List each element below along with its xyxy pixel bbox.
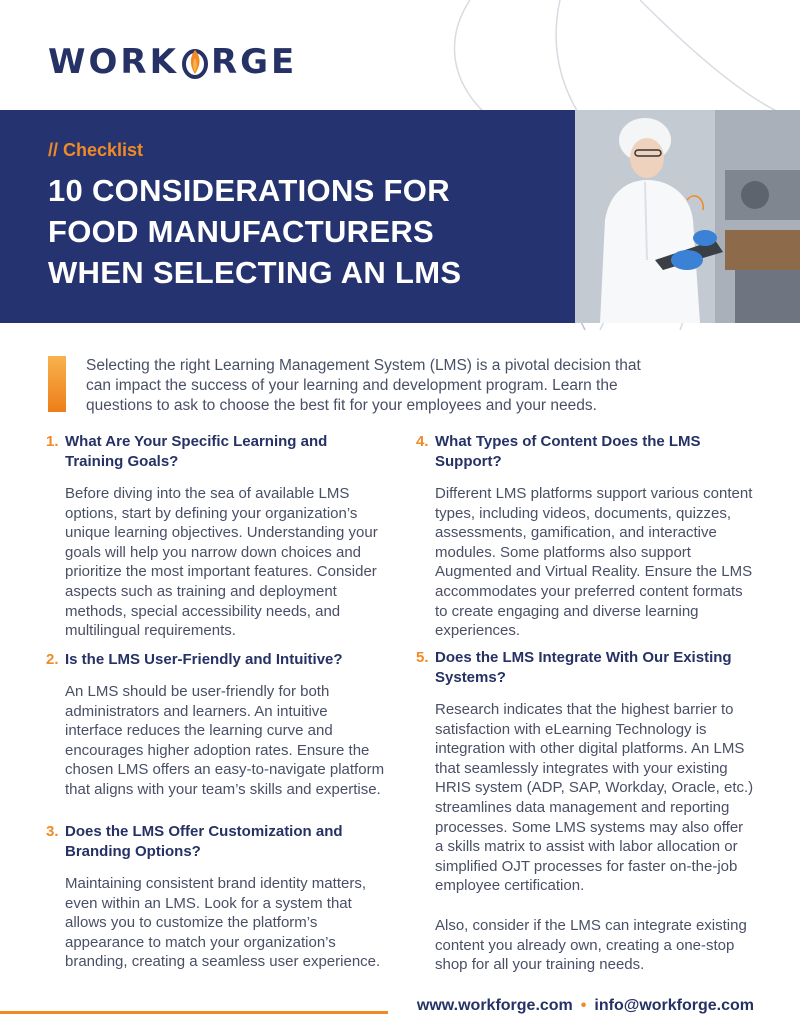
- item-body: Before diving into the sea of available LMS options, start by defining your organization’s unique learning objectives. Understanding your goals will help you narrow down choices and prioritize the most important features. Consider aspects such as training and deployment methods, special accessibility needs, and multilingual requirements.: [65, 485, 378, 640]
- checklist-item-2: [46, 650, 386, 800]
- logo-text-rge: RGE: [210, 42, 298, 82]
- flame-logo-icon: [181, 44, 209, 80]
- checklist-kicker: // Checklist: [48, 140, 144, 160]
- intro-paragraph: Selecting the right Learning Management System (LMS) is a pivotal decision that can impact the success of your learning and development program. Learn the questions to ask to choose the best fit for your employees and your needs.: [86, 357, 641, 414]
- checklist-item-1: [46, 432, 386, 641]
- item-body-continued: Also, consider if the LMS can integrate existing content you already own, creating a one-stop shop for all your training needs.: [435, 916, 747, 974]
- footer-contact: [417, 997, 754, 1015]
- item-number: 4.: [416, 433, 429, 450]
- footer-separator: •: [580, 997, 587, 1014]
- email-link[interactable]: info@workforge.com: [594, 997, 754, 1014]
- checklist-item-4: [416, 432, 756, 641]
- checklist-item-5: [416, 648, 756, 975]
- title-line: FOOD MANUFACTURERS: [48, 214, 434, 249]
- title-line: WHEN SELECTING AN LMS: [48, 255, 462, 290]
- logo-text-work: WORK: [48, 42, 179, 82]
- footer-accent-line: [0, 1011, 388, 1014]
- item-body: Maintaining consistent brand identity matters, even within an LMS. Look for a system that allows you to customize the platform’s appearance to match your organization’s branding, creating a seamless user experience.: [65, 875, 381, 971]
- website-link[interactable]: www.workforge.com: [416, 997, 573, 1014]
- item-heading: Does the LMS Integrate With Our Existing Systems?: [435, 649, 732, 686]
- item-heading: Is the LMS User-Friendly and Intuitive?: [65, 651, 343, 668]
- page-title: [48, 170, 568, 293]
- intro-accent-bar: [48, 356, 66, 412]
- checklist-item-3: [46, 822, 386, 972]
- item-number: 2.: [46, 651, 59, 668]
- item-body: An LMS should be user-friendly for both administrators and learners. An intuitive interface reduces the learning curve and encourages higher adoption rates. Ensure the chosen LMS offers an easy-to-navigate platform that aligns with your team’s skills and expertise.: [65, 683, 385, 798]
- food-worker-photo: [575, 110, 800, 323]
- item-heading: What Types of Content Does the LMS Support?: [435, 433, 701, 470]
- item-heading: Does the LMS Offer Customization and Branding Options?: [65, 823, 343, 860]
- item-body: Different LMS platforms support various content types, including videos, documents, quizzes, assessments, gamification, and interactive modules. Some platforms also support Augmented and Virtual Reality. Ensure the LMS accommodates your preferred content formats to create engaging and diverse learning experiences.: [435, 485, 753, 640]
- item-heading: What Are Your Specific Learning and Training Goals?: [65, 433, 328, 470]
- item-number: 3.: [46, 823, 59, 840]
- food-worker-illustration: [575, 110, 800, 323]
- title-line: 10 CONSIDERATIONS FOR: [48, 173, 450, 208]
- item-number: 1.: [46, 433, 59, 450]
- workforge-logo: [48, 42, 297, 82]
- item-number: 5.: [416, 649, 429, 666]
- item-body: Research indicates that the highest barrier to satisfaction with eLearning Technology is integration with other digital platforms. An LMS that seamlessly integrates with your existing HRIS system (ADP, SAP, Workday, Oracle, etc.) streamlines data management and reporting processes. Some LMS systems may also offer a skills matrix to assist with labor allocation or simplified OJT processes for faster on-the-job employee certification.: [435, 701, 754, 895]
